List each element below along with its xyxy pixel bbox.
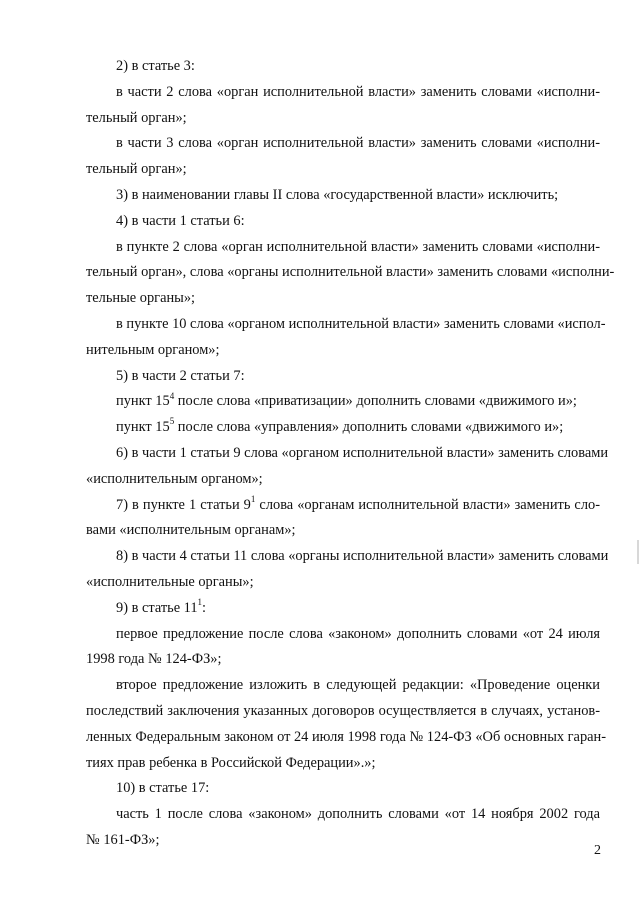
text-line: часть 1 после слова «законом» дополнить словами «от 14 ноября 2002 года xyxy=(116,806,600,823)
text-line: «исполнительным органом»; xyxy=(86,470,263,487)
text-line: № 161-ФЗ»; xyxy=(86,831,160,848)
text-line: вами «исполнительным органам»; xyxy=(86,522,296,539)
text-line: в части 2 слова «орган исполнительной власти» заменить словами «исполни- xyxy=(116,83,600,100)
text-line: первое предложение после слова «законом» дополнить словами «от 24 июля xyxy=(116,625,600,642)
text-line: последствий заключения указанных договоров осуществляется в случаях, установ- xyxy=(86,702,600,719)
text-line: в части 3 слова «орган исполнительной власти» заменить словами «исполни- xyxy=(116,135,600,152)
text-line: тельные органы»; xyxy=(86,290,196,307)
superscript: 5 xyxy=(169,416,175,427)
document-body xyxy=(86,54,615,854)
text-line: «исполнительные органы»; xyxy=(86,573,254,590)
text-line xyxy=(86,389,600,415)
text-line xyxy=(86,493,600,519)
text-line: 10) в статье 17: xyxy=(116,780,210,797)
text-line: тельный орган»; xyxy=(86,161,187,178)
text-line: 4) в части 1 статьи 6: xyxy=(116,212,245,229)
text-line: 6) в части 1 статьи 9 слова «органом исполнительной власти» заменить словами xyxy=(116,444,609,461)
text-run: 7) в пункте 1 статьи 9 xyxy=(116,496,251,513)
text-line: в пункте 2 слова «орган исполнительной власти» заменить словами «исполни- xyxy=(116,238,600,255)
text-line: 5) в части 2 статьи 7: xyxy=(116,367,245,384)
text-run: 9) в статье 11 xyxy=(116,599,198,616)
text-line: тиях прав ребенка в Российской Федерации».»; xyxy=(86,754,376,771)
scan-edge-mark xyxy=(637,540,639,564)
superscript: 1 xyxy=(250,493,256,504)
text-line: тельный орган»; xyxy=(86,109,187,126)
text-line xyxy=(86,415,600,441)
text-line: нительным органом»; xyxy=(86,341,220,358)
text-line: в пункте 10 слова «органом исполнительной власти» заменить словами «испол- xyxy=(116,315,606,332)
text-line: ленных Федеральным законом от 24 июля 1998 года № 124-ФЗ «Об основных гаран- xyxy=(86,728,607,745)
text-run: слова «органам исполнительной власти» заменить сло- xyxy=(255,496,600,513)
text-run: пункт 15 xyxy=(116,393,170,410)
text-line xyxy=(86,596,600,622)
superscript: 1 xyxy=(197,596,203,607)
text-line: 1998 года № 124-ФЗ»; xyxy=(86,651,222,668)
text-run: : xyxy=(202,599,207,616)
text-line: 3) в наименовании главы II слова «государственной власти» исключить; xyxy=(116,186,559,203)
superscript: 4 xyxy=(169,390,175,401)
page-number: 2 xyxy=(594,843,601,858)
text-line: 8) в части 4 статьи 11 слова «органы исполнительной власти» заменить словами xyxy=(116,548,609,565)
text-run: пункт 15 xyxy=(116,419,170,436)
text-line: 2) в статье 3: xyxy=(116,58,195,74)
text-run: после слова «приватизации» дополнить словами «движимого и»; xyxy=(174,393,577,410)
text-line: тельный орган», слова «органы исполнительной власти» заменить словами «исполни- xyxy=(86,264,615,281)
text-line: второе предложение изложить в следующей редакции: «Проведение оценки xyxy=(116,677,600,694)
text-run: после слова «управления» дополнить словами «движимого и»; xyxy=(174,419,564,436)
